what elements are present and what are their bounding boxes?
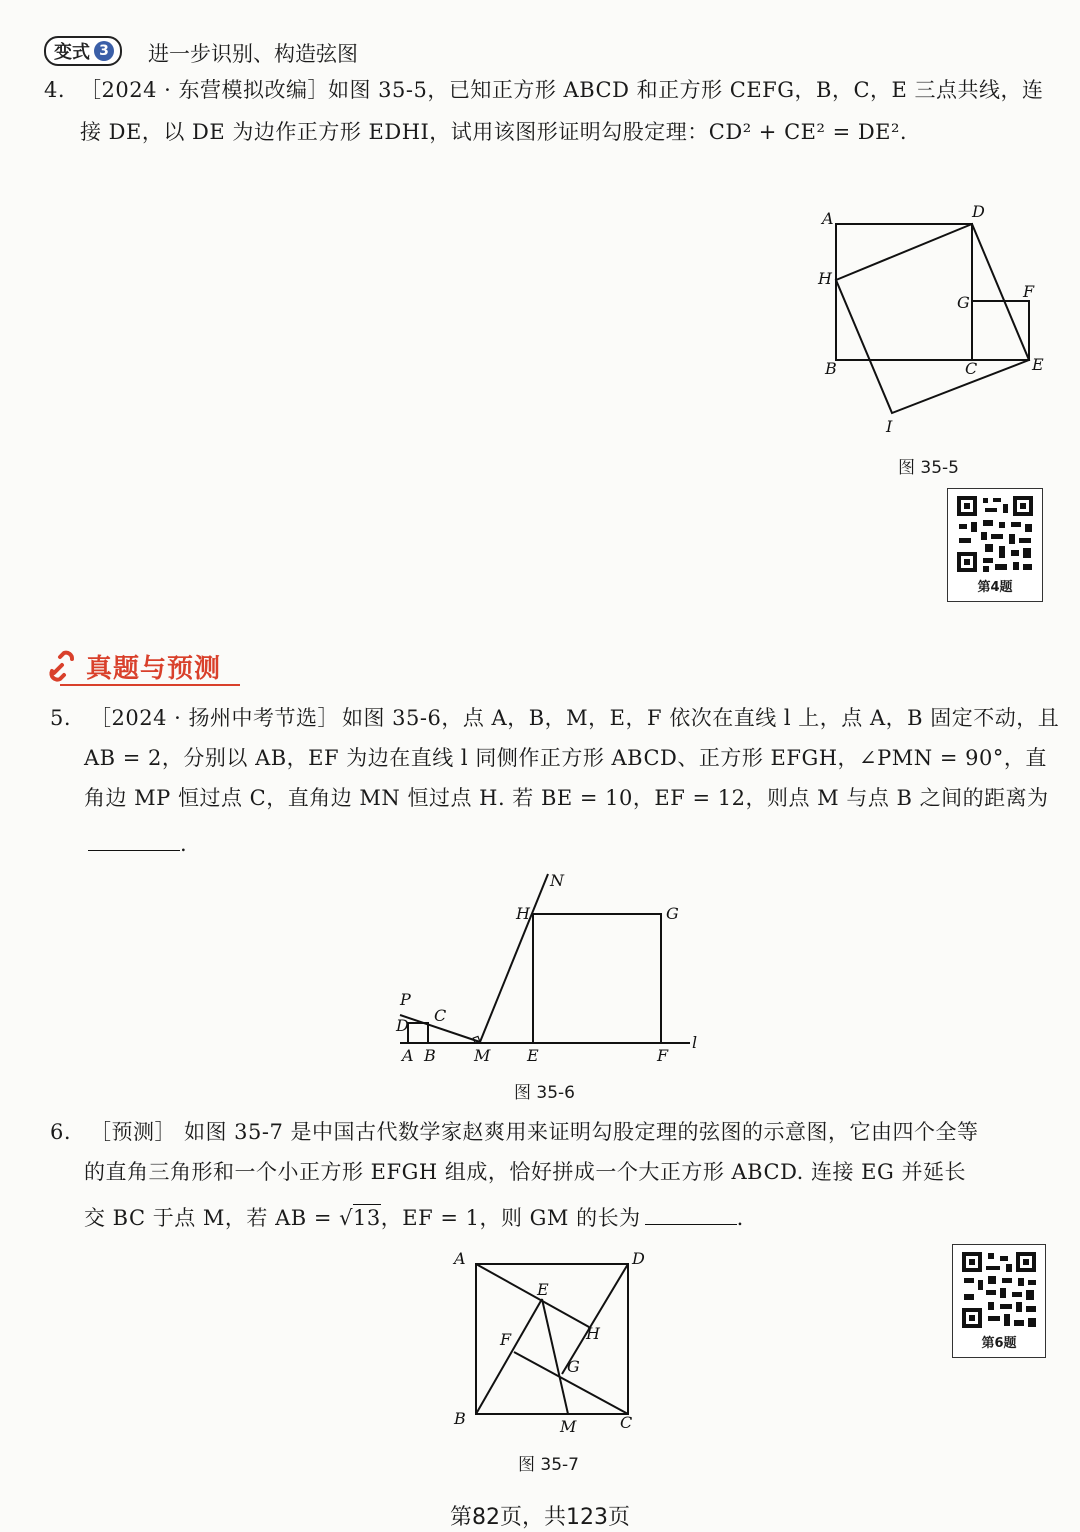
qr-code-icon: [960, 1250, 1038, 1330]
q4-number: 4.: [44, 78, 66, 102]
q6-line1: 如图 35-7 是中国古代数学家赵爽用来证明勾股定理的弦图的示意图，它由四个全等: [184, 1120, 979, 1144]
qr-label-q6: 第6题: [981, 1336, 1017, 1351]
figure-35-6: [390, 868, 710, 1068]
label-C: C: [434, 1006, 447, 1025]
label-G: G: [957, 293, 970, 312]
q5-answer-blank[interactable]: [88, 832, 180, 851]
q5-answer-line: [88, 832, 187, 855]
segment-em: [542, 1299, 568, 1414]
label-B: B: [825, 359, 837, 378]
figure-35-7-caption: 图 35-7: [518, 1455, 579, 1475]
qr-code-q6[interactable]: [952, 1244, 1046, 1358]
q6-line3-a: 交 BC 于点 M，若 AB =: [84, 1206, 340, 1230]
q5-line3: 角边 MP 恒过点 C，直角边 MN 恒过点 H. 若 BE = 10，EF = 12，则点 M 与点 B 之间的距离为: [84, 786, 1049, 810]
label-D: D: [396, 1016, 409, 1035]
segment-be: [476, 1299, 542, 1414]
variant-tag-text: 变式: [54, 42, 90, 63]
square-efgh: [533, 914, 661, 1043]
label-E: E: [527, 1046, 539, 1065]
qr-label-q4: 第4题: [977, 580, 1013, 595]
label-A: A: [402, 1046, 414, 1065]
figure-35-5: [810, 200, 1060, 440]
square-edhi: [836, 224, 1029, 413]
q5-number: 5.: [50, 706, 72, 730]
q5-line2: AB = 2，分别以 AB，EF 为边在直线 l 同侧作正方形 ABCD、正方形 EFGH，∠PMN = 90°，直: [84, 746, 1047, 770]
q5-line4-end: .: [180, 832, 188, 856]
label-H: H: [818, 269, 832, 288]
right-angle-mark: [473, 1036, 479, 1042]
label-l: l: [692, 1033, 698, 1052]
label-C: C: [620, 1413, 633, 1432]
ray-mn: [480, 874, 548, 1042]
label-P: P: [400, 990, 411, 1009]
section-header: [46, 646, 241, 686]
q6-source: ［预测］: [90, 1120, 176, 1144]
label-A: A: [822, 209, 834, 228]
label-N: N: [550, 871, 564, 890]
q6-line3-b: ，EF = 1，则 GM 的长为: [380, 1206, 641, 1230]
variant-title: 进一步识别、构造弦图: [148, 42, 358, 66]
q6-number: 6.: [50, 1120, 72, 1144]
section-underline: [60, 684, 240, 686]
label-E: E: [1032, 355, 1044, 374]
label-F: F: [657, 1046, 669, 1065]
link-icon: [46, 649, 80, 683]
q4-line2: 接 DE，以 DE 为边作正方形 EDHI，试用该图形证明勾股定理：CD² + CE² = DE².: [80, 120, 908, 144]
label-A: A: [454, 1249, 466, 1268]
section-title: 真题与预测: [86, 653, 222, 684]
label-F: F: [500, 1330, 512, 1349]
label-D: D: [972, 202, 985, 221]
label-M: M: [560, 1417, 577, 1436]
label-G: G: [666, 904, 679, 923]
figure-35-7: [440, 1242, 660, 1442]
qr-code-q4[interactable]: [947, 488, 1043, 602]
variant-tag: [44, 36, 122, 66]
label-G: G: [567, 1357, 580, 1376]
label-E: E: [537, 1280, 549, 1299]
q6-answer-blank[interactable]: [645, 1206, 737, 1225]
variant-number: 3: [94, 41, 114, 61]
figure-35-5-caption: 图 35-5: [898, 458, 959, 478]
label-B: B: [454, 1409, 466, 1428]
q6-line2: 的直角三角形和一个小正方形 EFGH 组成，恰好拼成一个大正方形 ABCD. 连接 EG 并延长: [84, 1160, 966, 1184]
label-B: B: [424, 1046, 436, 1065]
square-cefg: [972, 301, 1029, 360]
label-H: H: [586, 1324, 600, 1343]
label-H: H: [516, 904, 530, 923]
q5-line1: 如图 35-6，点 A，B，M，E，F 依次在直线 l 上，点 A，B 固定不动，且: [342, 706, 1060, 730]
figure-35-6-caption: 图 35-6: [514, 1083, 575, 1103]
qr-code-icon: [955, 494, 1035, 574]
page-footer: 第82页，共123页: [450, 1505, 630, 1530]
label-F: F: [1023, 282, 1035, 301]
square-abcd-small: [408, 1023, 428, 1043]
q4-line1: 如图 35-5，已知正方形 ABCD 和正方形 CEFG，B，C，E 三点共线，连: [328, 78, 1044, 102]
sqrt-sign: √: [339, 1206, 354, 1230]
label-C: C: [965, 359, 978, 378]
label-D: D: [632, 1249, 645, 1268]
square-abcd: [836, 224, 972, 360]
q4-source: ［2024 · 东营模拟改编］: [80, 78, 329, 102]
label-M: M: [474, 1046, 491, 1065]
q6-sqrt-value: 13: [353, 1206, 381, 1230]
label-I: I: [886, 417, 893, 436]
q5-source: ［2024 · 扬州中考节选］: [90, 706, 339, 730]
q6-line3: [84, 1206, 744, 1229]
q6-line3-end: .: [736, 1206, 744, 1230]
